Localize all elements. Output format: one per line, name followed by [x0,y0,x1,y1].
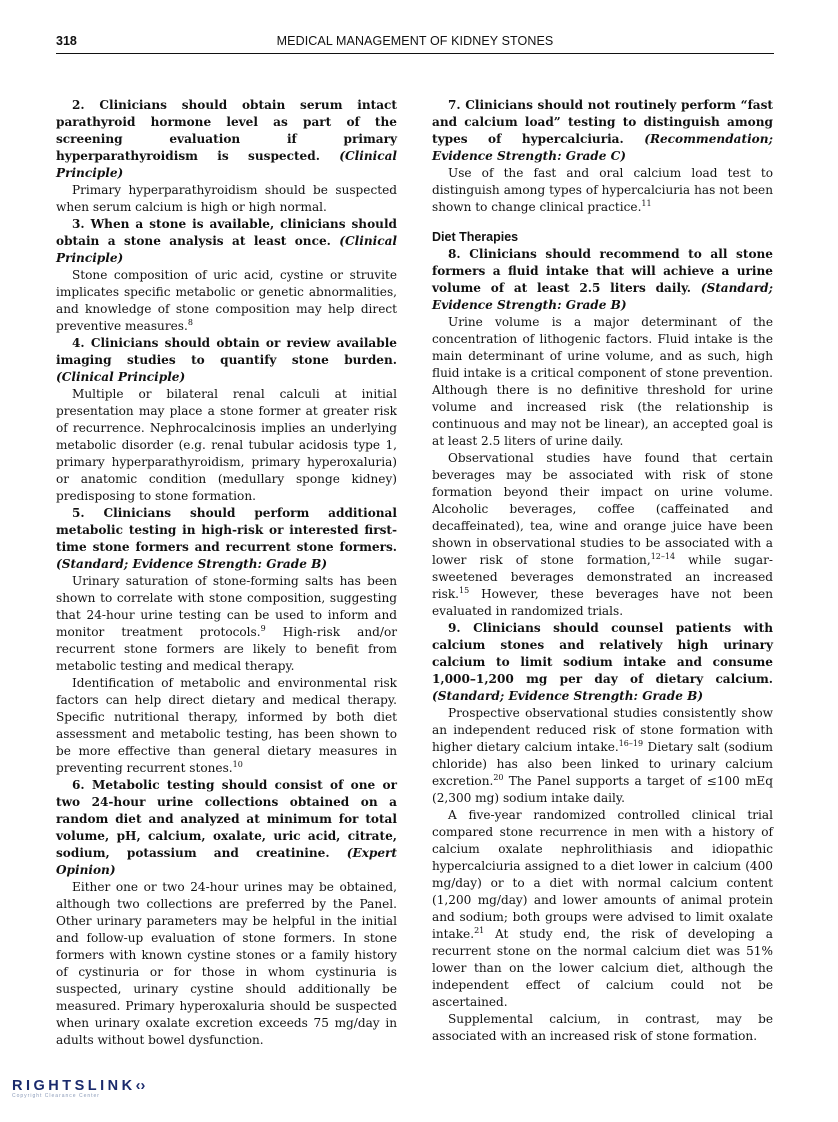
citation: 9 [260,624,266,633]
recommendation-9: 9. Clinicians should counsel patients with calcium stones and relatively high urinary calcium to limit sodium intake and consume 1,000–1,200 mg per day of dietary calcium. (Standard; Evidence Strength: Grade B) [432,621,773,703]
recommendation-3: 3. When a stone is available, clinicians should obtain a stone analysis at least once. (Clinical Principle) [56,217,397,265]
section-heading: Diet Therapies [432,230,519,244]
paragraph: Multiple or bilateral renal calculi at initial presentation may place a stone former at greater risk of recurrence. Nephrocalcinosis implies an underlying metabolic disorder (e.g. renal tubular acidosis type 1, primary hyperparathyroidism, primary hyperoxaluria) or anatomic condition (medullary sponge kidney) predisposing to stone formation. [56,387,397,503]
citation: 12–14 [650,552,676,561]
citation: 8 [187,318,193,327]
citation: 11 [641,199,652,208]
recommendation-4: 4. Clinicians should obtain or review available imaging studies to quantify stone burden. (Clinical Principle) [56,336,397,384]
citation: 20 [493,773,504,782]
recommendation-8: 8. Clinicians should recommend to all stone formers a fluid intake that will achieve a urine volume of at least 2.5 liters daily. (Standard; Evidence Strength: Grade B) [432,247,773,312]
paragraph: Identification of metabolic and environmental risk factors can help direct dietary and medical therapy. Specific nutritional therapy, informed by both diet assessment and metabolic testing, has been shown to be more effective than general dietary measures in preventing recurrent stones.$^{10}$ [56,676,397,775]
recommendation-2: 2. Clinicians should obtain serum intact parathyroid hormone level as part of the screening evaluation if primary hyperparathyroidism is suspected. (Clinical Principle) [56,98,397,180]
right-column [432,97,773,1045]
page-number: 318 [56,34,77,48]
citation: 21 [474,926,485,935]
left-column [56,97,397,1049]
paragraph: Supplemental calcium, in contrast, may be associated with an increased risk of stone formation. [432,1012,773,1043]
paragraph: Observational studies have found that certain beverages may be associated with risk of stone formation beyond their impact on urine volume. Alcoholic beverages, coffee (caffeinated and decaffeinated), tea, wine and orange juice have been shown in observational studies to be associated with a lower risk of stone formation,$^{12-14}$ while sugar-sweetened beverages demonstrated an increased risk.$^{15}$ However, these beverages have not been evaluated in randomized trials. [432,451,773,618]
citation: 15 [459,586,470,595]
rightslink-logo: RIGHTSLINK‹› Copyright Clearance Center [12,1078,146,1099]
paragraph: Either one or two 24-hour urines may be obtained, although two collections are preferred by the Panel. Other urinary parameters may be helpful in the initial and follow-up evaluation of stone formers. In stone formers with known cystine stones or a family history of cystinuria or for those in whom cystinuria is suspected, urinary cystine should additionally be measured. Primary hyperoxaluria should be suspected when urinary oxalate excretion exceeds 75 mg/day in adults without bowel dysfunction. [56,880,397,1047]
running-title: MEDICAL MANAGEMENT OF KIDNEY STONES [276,34,554,48]
recommendation-6: 6. Metabolic testing should consist of one or two 24-hour urine collections obtained on a random diet and analyzed at minimum for total volume, pH, calcium, oxalate, uric acid, citrate, sodium, potassium and creatinine. (Expert Opinion) [56,778,398,877]
citation: 10 [232,760,243,769]
recommendation-5: 5. Clinicians should perform additional metabolic testing in high-risk or interested first-time stone formers and recurrent stone formers. (Standard; Evidence Strength: Grade B) [56,506,397,571]
page-header [56,33,774,54]
paragraph: Urinary saturation of stone-forming salts has been shown to correlate with stone composition, suggesting that 24-hour urine testing can be used to inform and monitor treatment protocols.$^9$ High-risk and/or recurrent stone formers are likely to benefit from metabolic testing and medical therapy. [56,574,398,673]
recommendation-7: 7. Clinicians should not routinely perform “fast and calcium load” testing to distinguish among types of hypercalciuria. (Recommendation; Evidence Strength: Grade C) [432,98,773,163]
paragraph: Prospective observational studies consistently show an independent reduced risk of stone formation with higher dietary calcium intake.$^{16-19}$ Dietary salt (sodium chloride) has also been linked to urinary calcium excretion.$^{20}$ The Panel supports a target of ≤100 mEq (2,300 mg) sodium intake daily. [432,706,773,805]
citation: 16–19 [618,739,644,748]
rightslink-arrow-icon: ‹› [135,1078,146,1094]
paragraph: Stone composition of uric acid, cystine or struvite implicates specific metabolic or genetic abnormalities, and knowledge of stone composition may help direct preventive measures.$^8$ [56,268,397,333]
paragraph: Urine volume is a major determinant of the concentration of lithogenic factors. Fluid intake is the main determinant of urine volume, and as such, high fluid intake is a critical component of stone prevention. Although there is no definitive threshold for urine volume and increased risk (the relationship is continuous and may not be linear), an accepted goal is at least 2.5 liters of urine daily. [432,315,773,448]
paragraph: Primary hyperparathyroidism should be suspected when serum calcium is high or high normal. [56,183,397,214]
paragraph: Use of the fast and oral calcium load test to distinguish among types of hypercalciuria has not been shown to change clinical practice.$^{11}$ [432,166,773,214]
paragraph: A five-year randomized controlled clinical trial compared stone recurrence in men with a history of calcium oxalate nephrolithiasis and idiopathic hypercalciuria assigned to a diet lower in calcium (400 mg/day) or to a diet with normal calcium content (1,200 mg/day) and lower amounts of animal protein and sodium; both groups were advised to limit oxalate intake.$^{21}$ At study end, the risk of developing a recurrent stone on the normal calcium diet was 51% lower than on the lower calcium diet, although the independent effect of calcium could not be ascertained. [432,808,773,1009]
